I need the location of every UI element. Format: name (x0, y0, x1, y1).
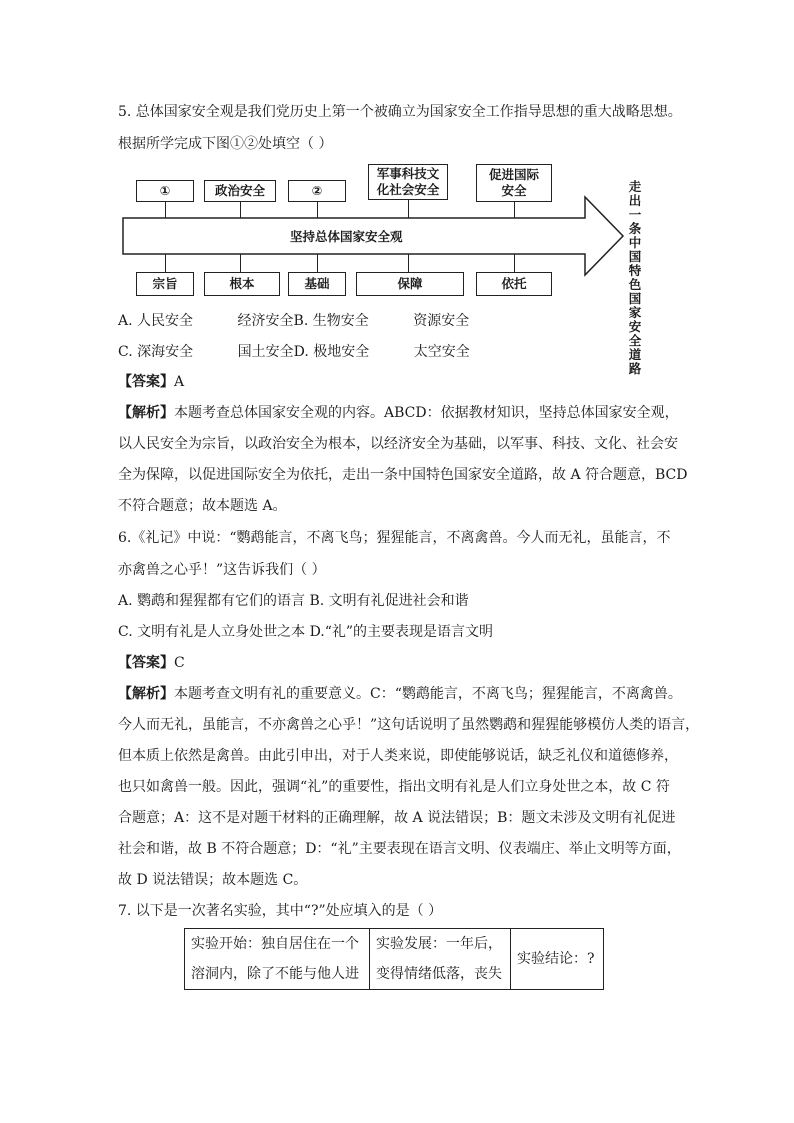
q5-analysis-line4: 不符合题意；故本题选 A。 (118, 498, 287, 514)
cell-text: 溶洞内，除了不能与他人进 (191, 966, 359, 982)
side-char: 一 (628, 207, 642, 222)
side-char: 走 (628, 179, 642, 194)
connector (240, 202, 241, 218)
q6-options-cd: C. 文明有礼是人立身处世之本 D.“礼”的主要表现是语言文明 (118, 624, 494, 640)
option-b-text: 生物安全 资源安全 (312, 313, 470, 329)
q6-answer (118, 653, 185, 673)
q6-analysis-line7: 故 D 说法错误；故本题选 C。 (118, 872, 308, 888)
top-box-2-text: 政治安全 (214, 183, 265, 198)
q6-analysis-line3: 但本质上依然是禽兽。由此引申出，对于人类来说，即使能够说话，缺乏礼仪和道德修养， (118, 748, 678, 764)
side-char: 路 (628, 361, 642, 376)
side-char: 道 (628, 347, 642, 362)
side-char: 特 (628, 263, 642, 278)
answer-value: A (174, 374, 185, 390)
option-b-label: B. (293, 313, 309, 329)
q6-stem-line1: 6.《礼记》中说：“鹦鹉能言，不离飞鸟；猩猩能言，不离禽兽。今人而无礼，虽能言，不 (118, 530, 671, 546)
side-char: 出 (628, 193, 642, 208)
q5-analysis-line2: 以人民安全为宗旨，以政治安全为根本，以经济安全为基础，以军事、科技、文化、社会安 (118, 436, 678, 452)
q5-stem-line2: 根据所学完成下图①②处填空（ ） (118, 136, 333, 152)
option-a-label: A. (118, 313, 133, 329)
top-box-4 (368, 164, 448, 200)
q5-stem-line1: 5. 总体国家安全观是我们党历史上第一个被确立为国家安全工作指导思想的重大战略思想。 (118, 104, 682, 120)
connector (165, 254, 166, 272)
option-c-label: C. (118, 344, 133, 360)
bottom-box-4-text: 保障 (397, 276, 423, 291)
table-cell-conclusion (511, 929, 604, 990)
bottom-box-2-text: 根本 (229, 276, 255, 291)
q5-analysis-line1 (118, 403, 679, 423)
connector (514, 254, 515, 272)
answer-label: 【答案】 (118, 374, 174, 390)
bottom-box-1-text: 宗旨 (152, 276, 178, 291)
top-box-2 (204, 180, 276, 202)
side-char: 条 (628, 221, 642, 236)
connector (165, 202, 166, 218)
bottom-box-1 (136, 272, 194, 296)
analysis-text: 本题考查总体国家安全观的内容。ABCD：依据教材知识，坚持总体国家安全观， (174, 405, 679, 421)
analysis-text: 本题考查文明有礼的重要意义。C：“鹦鹉能言，不离飞鸟；猩猩能言，不离禽兽。 (174, 686, 682, 702)
q6-analysis-line5: 合题意；A：这不是对题干材料的正确理解，故 A 说法错误；B：题文未涉及文明有礼促进 (118, 810, 676, 826)
q5-option-ab (118, 311, 469, 331)
top-box-4-text-line1: 军事科技文 (376, 166, 440, 181)
table-cell-start (185, 929, 370, 990)
experiment-table (184, 928, 604, 990)
top-box-5-text-line2: 安全 (501, 183, 527, 198)
side-char: 安 (628, 319, 642, 334)
q7-stem: 7. 以下是一次著名实验，其中“?”处应填入的是（ ） (118, 903, 443, 919)
answer-value: C (174, 655, 185, 671)
side-char: 国 (628, 249, 642, 264)
q5-answer (118, 372, 184, 392)
option-d-text: 极地安全 太空安全 (313, 344, 470, 360)
top-box-3 (288, 180, 346, 202)
top-box-1 (136, 180, 194, 202)
q6-analysis-line1 (118, 684, 682, 704)
side-char: 国 (628, 291, 642, 306)
q5-analysis-line3: 全为保障，以促进国际安全为依托，走出一条中国特色国家安全道路，故 A 符合题意，BCD (118, 467, 688, 483)
table-cell-development (370, 929, 511, 990)
answer-label: 【答案】 (118, 655, 174, 671)
bottom-box-3 (288, 272, 346, 296)
top-box-3-text: ② (311, 183, 323, 198)
bottom-box-4 (356, 272, 464, 296)
option-a-text: 人民安全 经济安全 (137, 313, 294, 329)
top-box-5 (476, 164, 552, 202)
q6-analysis-line6: 社会和谐，故 B 不符合题意；D：“礼”主要表现在语言文明、仪表端庄、举止文明等方面， (118, 841, 681, 857)
option-d-label: D. (293, 344, 309, 360)
connector (317, 254, 318, 272)
connector (240, 254, 241, 272)
bottom-box-5-text: 依托 (501, 276, 527, 291)
bottom-box-5 (476, 272, 552, 296)
bottom-box-3-text: 基础 (304, 276, 330, 291)
top-box-1-text: ① (159, 183, 171, 198)
bottom-box-2 (204, 272, 280, 296)
analysis-label: 【解析】 (118, 405, 174, 421)
option-c-text: 深海安全 国土安全 (137, 344, 294, 360)
side-char: 中 (628, 235, 642, 250)
analysis-label: 【解析】 (118, 686, 174, 702)
side-char: 家 (628, 305, 642, 320)
q6-analysis-line2: 今人而无礼，虽能言，不亦禽兽之心乎！”这句话说明了虽然鹦鹉和猩猩能够模仿人类的语言， (118, 717, 700, 733)
top-box-4-text-line2: 化社会安全 (376, 182, 440, 197)
side-char: 色 (628, 277, 642, 292)
q6-stem-line2: 亦禽兽之心乎！”这告诉我们（ ） (118, 562, 326, 578)
connector (317, 202, 318, 218)
q6-options-ab: A. 鹦鹉和猩猩都有它们的语言 B. 文明有礼促进社会和谐 (118, 593, 469, 609)
q6-analysis-line4: 也只如禽兽一般。因此，强调“礼”的重要性，指出文明有礼是人们立身处世之本，故 C 符 (118, 779, 670, 795)
cell-text: 变得情绪低落，丧失 (376, 966, 502, 982)
cell-text: 实验结论：? (517, 951, 595, 967)
arrow-label: 坚持总体国家安全观 (290, 229, 403, 244)
connector (408, 254, 409, 272)
connector (408, 200, 409, 218)
side-vertical-text (628, 180, 642, 376)
top-box-5-text-line1: 促进国际 (488, 167, 539, 182)
q5-option-cd (118, 342, 470, 362)
side-char: 全 (628, 333, 642, 348)
table-row (185, 929, 604, 990)
cell-text: 实验开始：独自居住在一个 (191, 936, 359, 952)
connector (514, 202, 515, 218)
cell-text: 实验发展：一年后， (376, 936, 502, 952)
